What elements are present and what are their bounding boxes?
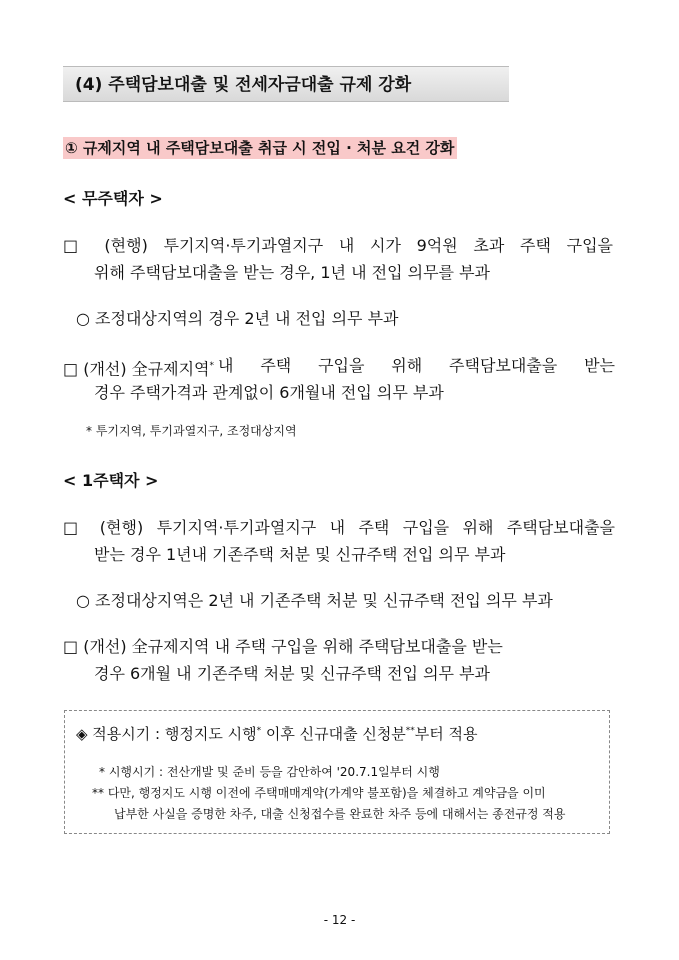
apply-period-main xyxy=(76,723,478,744)
one-house-adjust-item: ○ 조정대상지역은 2년 내 기존주택 처분 및 신규주택 전입 의무 부과 xyxy=(76,591,553,610)
one-house-revised-line1: □ (개선) 全규제지역 내 주택 구입을 위해 주택담보대출을 받는 xyxy=(63,637,503,656)
no-house-revised-head: □ (개선) 全규제지역 xyxy=(63,359,210,379)
no-house-revised-line1 xyxy=(63,355,615,380)
one-house-current-line1: □ (현행) 투기지역·투기과열지구 내 주택 구입을 위해 주택담보대출을 xyxy=(63,518,615,537)
group-label-one-house: < 1주택자 > xyxy=(63,471,159,490)
apply-note-2-line1: ** 다만, 행정지도 시행 이전에 주택매매계약(가계약 불포함)을 체결하고 계약금을 이미 xyxy=(92,786,546,800)
no-house-revised-line2: 경우 주택가격과 관계없이 6개월내 전입 의무 부과 xyxy=(94,383,444,402)
no-house-current-line2: 위해 주택담보대출을 받는 경우, 1년 내 전입 의무를 부과 xyxy=(94,263,490,282)
section-title: (4) 주택담보대출 및 전세자금대출 규제 강화 xyxy=(63,66,509,102)
subheading: ① 규제지역 내 주택담보대출 취급 시 전입 · 처분 요건 강화 xyxy=(63,137,457,159)
no-house-current-line1: □ (현행) 투기지역·투기과열지구 내 시가 9억원 초과 주택 구입을 xyxy=(63,236,613,255)
apply-period-head: ◈ 적용시기 : 행정지도 시행 xyxy=(76,725,257,743)
group-label-no-house: < 무주택자 > xyxy=(63,189,163,208)
footnote-mark: * xyxy=(256,726,262,736)
no-house-footnote: * 투기지역, 투기과열지구, 조정대상지역 xyxy=(86,424,297,438)
apply-note-1: * 시행시기 : 전산개발 및 준비 등을 감안하여 '20.7.1일부터 시행 xyxy=(99,765,440,779)
one-house-revised-line2: 경우 6개월 내 기존주택 처분 및 신규주택 전입 의무 부과 xyxy=(94,664,490,683)
one-house-current-line2: 받는 경우 1년내 기존주택 처분 및 신규주택 전입 의무 부과 xyxy=(94,545,506,564)
apply-note-2-line2: 납부한 사실을 증명한 차주, 대출 신청접수를 완료한 차주 등에 대해서는 종전규정 적용 xyxy=(114,807,566,821)
no-house-revised-tail: 내 주택 구입을 위해 주택담보대출을 받는 xyxy=(218,356,615,375)
apply-period-mid: 이후 신규대출 신청분 xyxy=(261,725,406,743)
footnote-mark: * xyxy=(209,361,215,371)
footnote-mark: ** xyxy=(405,726,415,736)
no-house-adjust-item: ○ 조정대상지역의 경우 2년 내 전입 의무 부과 xyxy=(76,309,399,328)
apply-period-tail: 부터 적용 xyxy=(414,725,478,743)
page-number: - 12 - xyxy=(323,913,356,927)
